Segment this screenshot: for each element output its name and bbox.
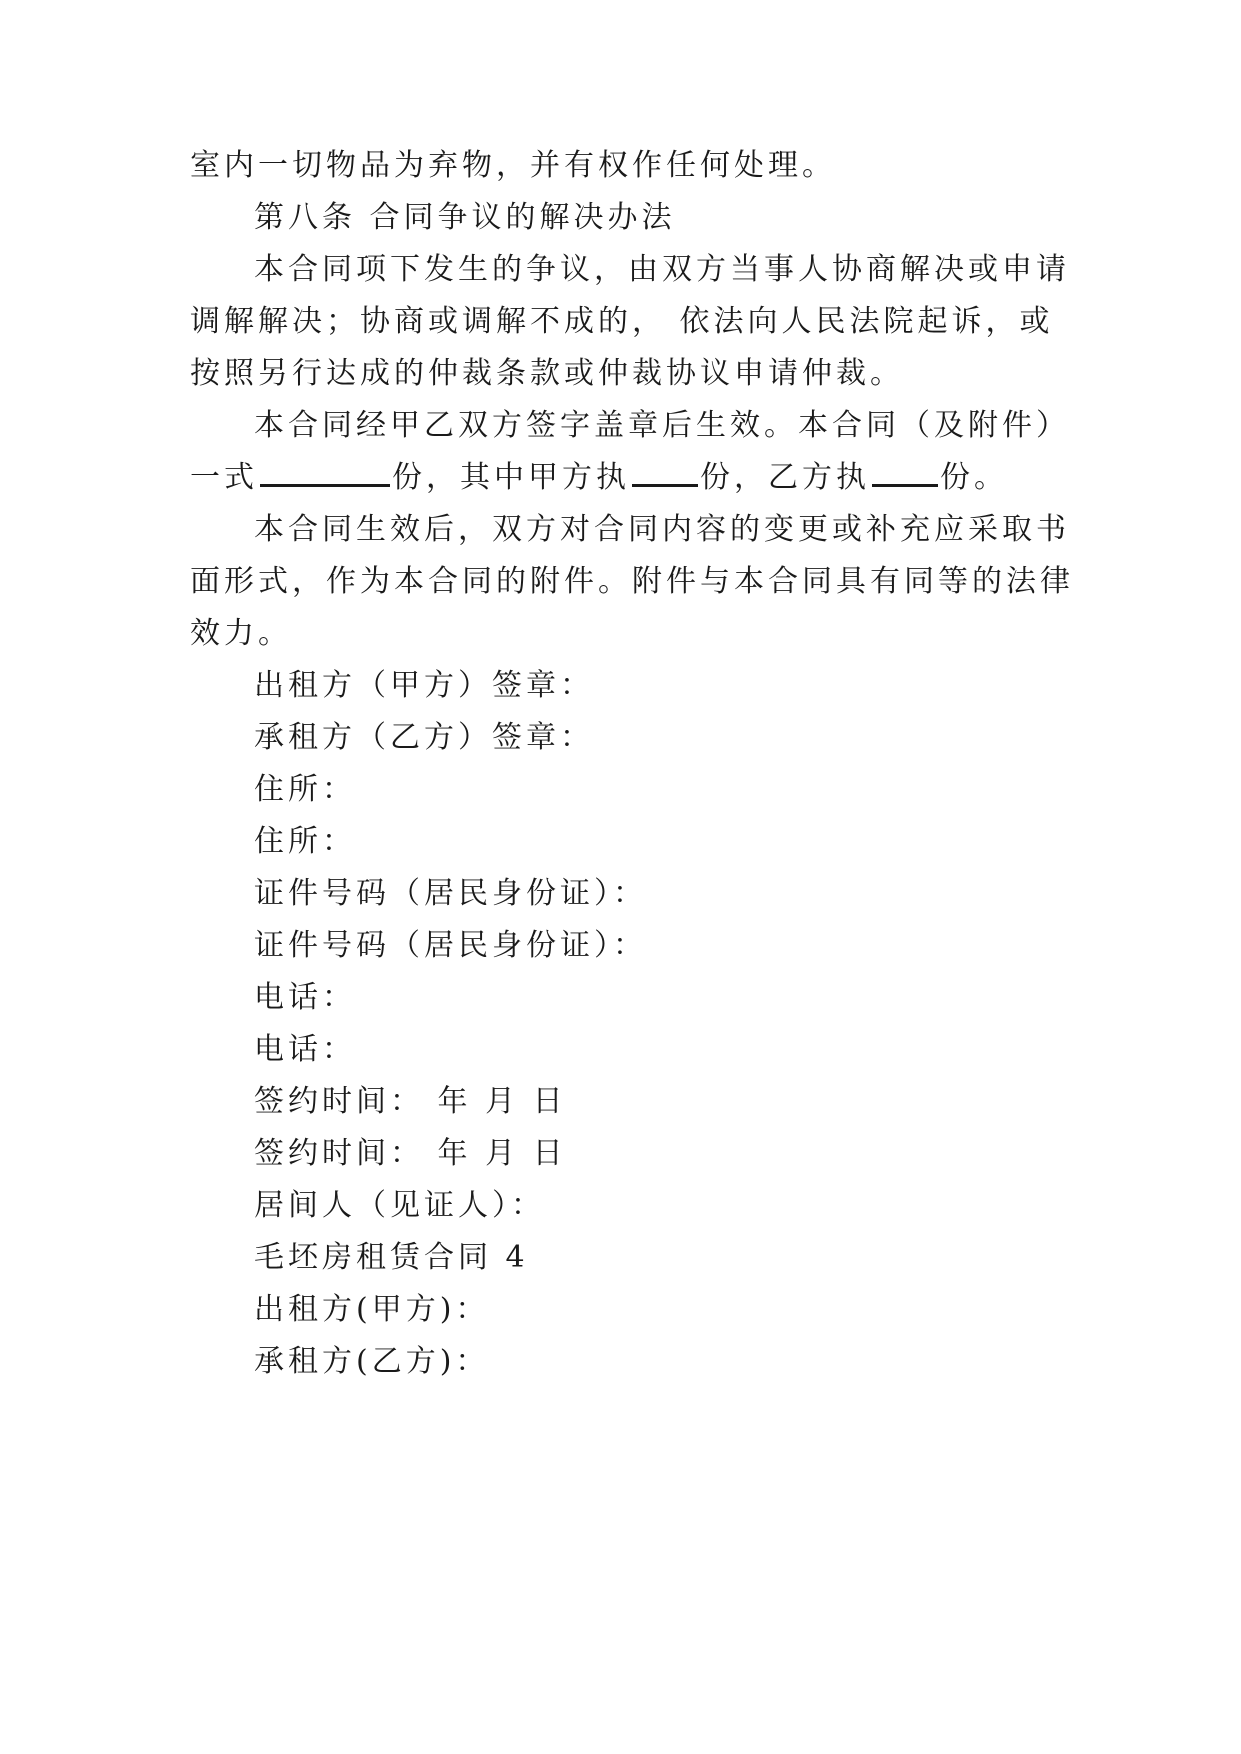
phone-label: 电话： xyxy=(254,1032,356,1067)
lessee-label: 承租方(乙方)： xyxy=(254,1344,490,1379)
copies-text: 份，乙方执 xyxy=(700,460,870,495)
address-label: 住所： xyxy=(254,824,356,859)
copies-text: 一式 xyxy=(190,460,258,495)
paragraph-line: 按照另行达成的仲裁条款或仲裁协议申请仲裁。 xyxy=(190,356,904,391)
phone-label: 电话： xyxy=(254,980,356,1015)
paragraph-line: 调解解决；协商或调解不成的， 依法向人民法院起诉，或 xyxy=(190,304,1054,339)
witness-label: 居间人（见证人）： xyxy=(254,1188,545,1223)
copies-text: 份。 xyxy=(940,460,1008,495)
id-number-label: 证件号码（居民身份证）： xyxy=(254,876,647,911)
paragraph-line: 室内一切物品为弃物，并有权作任何处理。 xyxy=(190,148,836,183)
paragraph-line: 本合同经甲乙双方签字盖章后生效。本合同（及附件） xyxy=(254,408,1070,443)
paragraph-line: 本合同项下发生的争议，由双方当事人协商解决或申请 xyxy=(254,252,1070,287)
copies-party-a-blank xyxy=(632,462,698,487)
signing-date-label: 签约时间： 年 月 日 xyxy=(254,1084,567,1119)
address-label: 住所： xyxy=(254,772,356,807)
paragraph-line: 面形式，作为本合同的附件。附件与本合同具有同等的法律 xyxy=(190,564,1074,599)
article-heading: 第八条 合同争议的解决办法 xyxy=(254,200,676,235)
copies-party-b-blank xyxy=(872,462,938,487)
copies-line xyxy=(190,458,1008,498)
contract-title: 毛坯房租赁合同 4 xyxy=(254,1240,529,1275)
copies-total-blank xyxy=(260,462,390,487)
copies-text: 份，其中甲方执 xyxy=(392,460,630,495)
paragraph-line: 本合同生效后，双方对合同内容的变更或补充应采取书 xyxy=(254,512,1070,547)
lessor-signature-label: 出租方（甲方）签章： xyxy=(254,668,594,703)
paragraph-line: 效力。 xyxy=(190,616,292,651)
lessor-label: 出租方(甲方)： xyxy=(254,1292,490,1327)
lessee-signature-label: 承租方（乙方）签章： xyxy=(254,720,594,755)
id-number-label: 证件号码（居民身份证）： xyxy=(254,928,647,963)
signing-date-label: 签约时间： 年 月 日 xyxy=(254,1136,567,1171)
